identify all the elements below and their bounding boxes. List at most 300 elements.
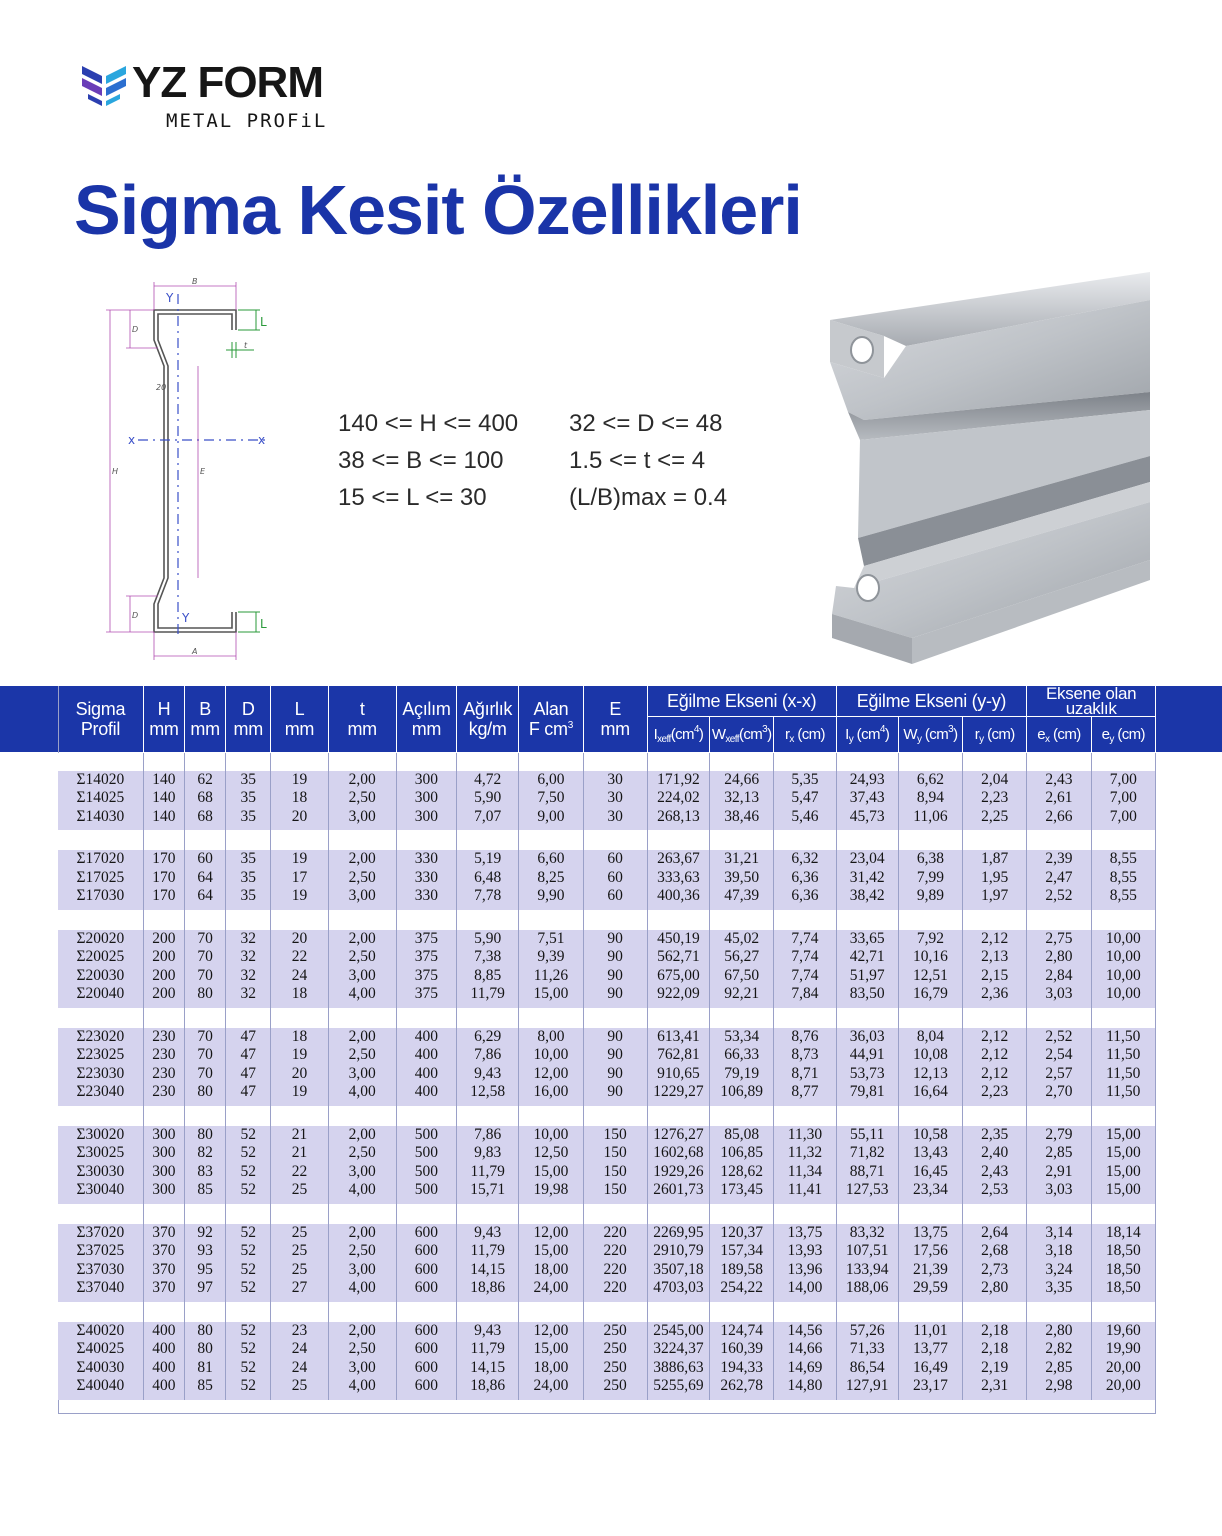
page-title: Sigma Kesit Özellikleri [74, 171, 802, 249]
spacer-cell [898, 830, 962, 850]
spacer-cell [583, 1302, 647, 1322]
table-cell: 97 [185, 1279, 226, 1298]
spacer-cell [898, 1008, 962, 1028]
table-cell: 85,08 [710, 1126, 774, 1145]
table-cell: 47 [226, 1083, 271, 1102]
table-cell: 60 [185, 850, 226, 869]
table-cell: 3,00 [328, 967, 396, 986]
spacer-cell [396, 910, 456, 930]
table-cell: 44,91 [836, 1046, 898, 1065]
table-cell: 14,80 [774, 1377, 836, 1396]
table-cell: 47 [226, 1046, 271, 1065]
table-cell: 23,34 [898, 1181, 962, 1200]
table-cell: 7,74 [774, 967, 836, 986]
spacer-cell [143, 830, 184, 850]
table-cell: 8,55 [1091, 850, 1155, 869]
table-cell: 600 [396, 1261, 456, 1280]
table-cell: 10,00 [1091, 967, 1155, 986]
table-row [58, 1242, 1156, 1261]
table-cell: 127,91 [836, 1377, 898, 1396]
table-cell: 11,50 [1091, 1083, 1155, 1102]
profile-code-cell: Σ23025 [58, 1046, 143, 1065]
table-cell: 71,33 [836, 1340, 898, 1359]
spacer-cell [519, 1106, 583, 1126]
table-cell: 2269,95 [647, 1224, 709, 1243]
spacer-cell [143, 1106, 184, 1126]
table-cell: 200 [143, 967, 184, 986]
spacer-cell [226, 830, 271, 850]
table-cell: 224,02 [647, 789, 709, 808]
table-cell: 2,98 [1027, 1377, 1091, 1396]
table-cell: 90 [583, 1083, 647, 1102]
table-row [58, 1083, 1156, 1102]
table-cell: 2,00 [328, 1126, 396, 1145]
table-cell: 15,00 [1091, 1144, 1155, 1163]
table-cell: 400 [396, 1028, 456, 1047]
table-cell: 18,50 [1091, 1279, 1155, 1298]
spacer-cell [143, 753, 184, 771]
table-cell: 7,38 [457, 948, 519, 967]
table-cell: 18,50 [1091, 1261, 1155, 1280]
table-cell: 2,53 [963, 1181, 1027, 1200]
table-row [58, 1279, 1156, 1298]
table-cell: 11,79 [457, 1163, 519, 1182]
table-cell: 2910,79 [647, 1242, 709, 1261]
brand-name: YZ FORM [132, 58, 323, 107]
table-cell: 20,00 [1091, 1359, 1155, 1378]
table-cell: 12,13 [898, 1065, 962, 1084]
col-header-iy: $I_y$ $(cm^4)$ [836, 717, 898, 753]
table-cell: 2,31 [963, 1377, 1027, 1396]
profile-outline-inner [158, 314, 232, 628]
table-cell: 9,90 [519, 887, 583, 906]
table-cell: 18,00 [519, 1359, 583, 1378]
table-row [58, 1065, 1156, 1084]
table-cell: 15,00 [519, 1340, 583, 1359]
table-cell: 6,36 [774, 887, 836, 906]
table-cell: 3507,18 [647, 1261, 709, 1280]
table-cell: 500 [396, 1163, 456, 1182]
table-cell: 52 [226, 1279, 271, 1298]
table-cell: 8,85 [457, 967, 519, 986]
spacer-cell [328, 753, 396, 771]
table-cell: 32,13 [710, 789, 774, 808]
table-cell: 194,33 [710, 1359, 774, 1378]
table-row [58, 887, 1156, 906]
table-cell: 300 [396, 789, 456, 808]
table-cell: 160,39 [710, 1340, 774, 1359]
table-cell: 3,14 [1027, 1224, 1091, 1243]
table-row [58, 1181, 1156, 1200]
table-row [58, 967, 1156, 986]
table-cell: 375 [396, 948, 456, 967]
spacer-cell [271, 910, 328, 930]
spacer-cell [647, 1008, 709, 1028]
table-cell: 2,40 [963, 1144, 1027, 1163]
table-cell: 11,01 [898, 1322, 962, 1341]
table-cell: 200 [143, 930, 184, 949]
table-row [58, 1126, 1156, 1145]
sigma-profile-photo [824, 270, 1150, 666]
table-cell: 90 [583, 1065, 647, 1084]
table-cell: 47 [226, 1028, 271, 1047]
table-cell: 2,04 [963, 771, 1027, 790]
spacer-cell [143, 1008, 184, 1028]
profile-code-cell: Σ40020 [58, 1322, 143, 1341]
table-cell: 300 [143, 1163, 184, 1182]
table-cell: 7,00 [1091, 808, 1155, 827]
pad-cell [519, 1396, 583, 1400]
table-cell: 71,82 [836, 1144, 898, 1163]
spacer-cell [226, 1106, 271, 1126]
spacer-cell [457, 1106, 519, 1126]
spacer-cell [1091, 753, 1155, 771]
table-cell: 3,00 [328, 1359, 396, 1378]
group-spacer [58, 753, 1156, 771]
table-cell: 35 [226, 850, 271, 869]
table-cell: 220 [583, 1242, 647, 1261]
table-cell: 85 [185, 1377, 226, 1396]
table-cell: 2,23 [963, 1083, 1027, 1102]
table-cell: 7,99 [898, 869, 962, 888]
table-cell: 268,13 [647, 808, 709, 827]
spacer-cell [963, 1106, 1027, 1126]
table-cell: 8,55 [1091, 869, 1155, 888]
pad-cell [396, 1396, 456, 1400]
col-header-rx: $r_x$ (cm) [774, 717, 836, 753]
table-cell: 2,50 [328, 869, 396, 888]
table-cell: 220 [583, 1224, 647, 1243]
table-cell: 52 [226, 1359, 271, 1378]
table-cell: 2,36 [963, 985, 1027, 1004]
table-cell: 52 [226, 1242, 271, 1261]
spacer-cell [898, 753, 962, 771]
table-cell: 24 [271, 1340, 328, 1359]
table-cell: 15,00 [1091, 1126, 1155, 1145]
spacer-cell [1027, 1106, 1091, 1126]
table-cell: 90 [583, 1046, 647, 1065]
table-cell: 2,80 [1027, 948, 1091, 967]
pad-cell [898, 1396, 962, 1400]
spacer-cell [185, 910, 226, 930]
table-cell: 93 [185, 1242, 226, 1261]
table-cell: 220 [583, 1261, 647, 1280]
table-cell: 2,25 [963, 808, 1027, 827]
pad-cell [143, 1396, 184, 1400]
spacer-cell [774, 1106, 836, 1126]
table-cell: 10,00 [1091, 985, 1155, 1004]
range-h: 140 <= H <= 400 [338, 410, 519, 437]
table-cell: 30 [583, 808, 647, 827]
col-header-agirlik: Ağırlık kg/m [457, 686, 519, 753]
table-cell: 400 [143, 1340, 184, 1359]
table-cell: 230 [143, 1028, 184, 1047]
table-cell: 300 [143, 1144, 184, 1163]
profile-code-cell: Σ17020 [58, 850, 143, 869]
table-cell: 15,00 [519, 1242, 583, 1261]
table-cell: 500 [396, 1181, 456, 1200]
spacer-cell [647, 1302, 709, 1322]
group-spacer [58, 1302, 1156, 1322]
table-cell: 52 [226, 1340, 271, 1359]
table-cell: 7,51 [519, 930, 583, 949]
spacer-cell [271, 1106, 328, 1126]
range-b: 38 <= B <= 100 [338, 447, 504, 474]
profile-code-cell: Σ23020 [58, 1028, 143, 1047]
table-cell: 7,50 [519, 789, 583, 808]
table-cell: 80 [185, 1340, 226, 1359]
table-cell: 2,43 [963, 1163, 1027, 1182]
table-cell: 9,89 [898, 887, 962, 906]
spacer-cell [1027, 830, 1091, 850]
spacer-cell [583, 1204, 647, 1224]
table-cell: 80 [185, 1083, 226, 1102]
table-cell: 2,35 [963, 1126, 1027, 1145]
table-cell: 9,43 [457, 1065, 519, 1084]
table-cell: 12,00 [519, 1322, 583, 1341]
spacer-cell [185, 1008, 226, 1028]
spacer-cell [185, 753, 226, 771]
table-cell: 263,67 [647, 850, 709, 869]
table-cell: 12,00 [519, 1065, 583, 1084]
spacer-cell [1027, 910, 1091, 930]
profile-code-cell: Σ30020 [58, 1126, 143, 1145]
profile-code-cell: Σ14030 [58, 808, 143, 827]
table-cell: 262,78 [710, 1377, 774, 1396]
spacer-cell [1091, 830, 1155, 850]
spacer-cell [271, 1302, 328, 1322]
table-cell: 370 [143, 1261, 184, 1280]
table-cell: 64 [185, 869, 226, 888]
table-cell: 20 [271, 930, 328, 949]
spacer-cell [226, 1008, 271, 1028]
table-cell: 2,12 [963, 1046, 1027, 1065]
spacer-cell [647, 1106, 709, 1126]
table-cell: 6,48 [457, 869, 519, 888]
table-cell: 88,71 [836, 1163, 898, 1182]
table-cell: 42,71 [836, 948, 898, 967]
table-cell: 33,65 [836, 930, 898, 949]
spacer-cell [519, 1302, 583, 1322]
spacer-cell [58, 830, 143, 850]
table-cell: 400 [396, 1046, 456, 1065]
spacer-cell [583, 910, 647, 930]
table-cell: 8,00 [519, 1028, 583, 1047]
x-axis-label-right: x [258, 433, 266, 447]
table-row [58, 808, 1156, 827]
spacer-cell [963, 910, 1027, 930]
table-cell: 500 [396, 1126, 456, 1145]
table-cell: 2,79 [1027, 1126, 1091, 1145]
table-cell: 4703,03 [647, 1279, 709, 1298]
table-cell: 1929,26 [647, 1163, 709, 1182]
profile-code-cell: Σ37020 [58, 1224, 143, 1243]
table-cell: 11,50 [1091, 1028, 1155, 1047]
table-cell: 11,41 [774, 1181, 836, 1200]
table-cell: 31,42 [836, 869, 898, 888]
table-cell: 10,08 [898, 1046, 962, 1065]
spacer-cell [58, 1204, 143, 1224]
table-cell: 400,36 [647, 887, 709, 906]
table-cell: 2,00 [328, 930, 396, 949]
table-cell: 375 [396, 930, 456, 949]
table-cell: 68 [185, 808, 226, 827]
spacer-cell [328, 1204, 396, 1224]
y-axis-label-bottom: Y [182, 611, 190, 625]
spacer-cell [185, 1204, 226, 1224]
dim-l-bottom-label: L [260, 617, 267, 631]
table-cell: 10,16 [898, 948, 962, 967]
table-cell: 3886,63 [647, 1359, 709, 1378]
pad-cell [1027, 1396, 1091, 1400]
table-cell: 13,77 [898, 1340, 962, 1359]
table-cell: 128,62 [710, 1163, 774, 1182]
table-cell: 188,06 [836, 1279, 898, 1298]
table-row [58, 1261, 1156, 1280]
table-row [58, 985, 1156, 1004]
table-row [58, 930, 1156, 949]
table-row [58, 1028, 1156, 1047]
table-cell: 70 [185, 930, 226, 949]
table-cell: 107,51 [836, 1242, 898, 1261]
table-cell: 79,19 [710, 1065, 774, 1084]
spacer-cell [1027, 753, 1091, 771]
table-cell: 300 [143, 1126, 184, 1145]
table-cell: 68 [185, 789, 226, 808]
range-l: 15 <= L <= 30 [338, 484, 487, 511]
profile-code-cell: Σ40025 [58, 1340, 143, 1359]
table-cell: 18,86 [457, 1377, 519, 1396]
table-row [58, 1359, 1156, 1378]
bolt-hole-bottom [857, 575, 879, 601]
profile-code-cell: Σ23030 [58, 1065, 143, 1084]
table-cell: 12,58 [457, 1083, 519, 1102]
table-cell: 70 [185, 967, 226, 986]
table-cell: 120,37 [710, 1224, 774, 1243]
table-cell: 2,85 [1027, 1359, 1091, 1378]
table-cell: 2601,73 [647, 1181, 709, 1200]
table-cell: 7,00 [1091, 789, 1155, 808]
spacer-cell [396, 1204, 456, 1224]
table-cell: 47 [226, 1065, 271, 1084]
range-d: 32 <= D <= 48 [569, 410, 723, 437]
table-cell: 4,00 [328, 1083, 396, 1102]
table-cell: 30 [583, 771, 647, 790]
table-cell: 230 [143, 1046, 184, 1065]
profile-code-cell: Σ20040 [58, 985, 143, 1004]
table-cell: 2,73 [963, 1261, 1027, 1280]
table-cell: 70 [185, 1065, 226, 1084]
table-cell: 90 [583, 930, 647, 949]
table-cell: 2,64 [963, 1224, 1027, 1243]
table-cell: 375 [396, 967, 456, 986]
col-header-d: D mm [226, 686, 271, 753]
spacer-cell [647, 830, 709, 850]
table-cell: 2,50 [328, 789, 396, 808]
spacer-cell [1091, 1106, 1155, 1126]
spacer-cell [836, 1204, 898, 1224]
spacer-cell [226, 753, 271, 771]
spacer-cell [226, 1204, 271, 1224]
table-cell: 47,39 [710, 887, 774, 906]
profile-code-cell: Σ40030 [58, 1359, 143, 1378]
spacer-cell [396, 1106, 456, 1126]
table-row [58, 771, 1156, 790]
table-cell: 333,63 [647, 869, 709, 888]
table-cell: 400 [143, 1377, 184, 1396]
table-cell: 7,86 [457, 1126, 519, 1145]
table-cell: 23,04 [836, 850, 898, 869]
table-cell: 1,95 [963, 869, 1027, 888]
table-cell: 35 [226, 771, 271, 790]
table-row [58, 1163, 1156, 1182]
table-cell: 13,93 [774, 1242, 836, 1261]
pad-cell [185, 1396, 226, 1400]
section-properties-table [58, 686, 1156, 1400]
spacer-cell [583, 753, 647, 771]
profile-code-cell: Σ30025 [58, 1144, 143, 1163]
table-cell: 300 [143, 1181, 184, 1200]
table-cell: 124,74 [710, 1322, 774, 1341]
spacer-cell [1091, 1008, 1155, 1028]
table-cell: 15,00 [519, 985, 583, 1004]
spacer-cell [457, 1008, 519, 1028]
spacer-cell [271, 830, 328, 850]
table-cell: 230 [143, 1083, 184, 1102]
group-bottom-pad [58, 1396, 1156, 1400]
dim-d-top-label: D [132, 325, 139, 334]
table-cell: 250 [583, 1322, 647, 1341]
group-spacer [58, 1106, 1156, 1126]
table-cell: 90 [583, 967, 647, 986]
dim-d-bottom-label: D [132, 611, 139, 620]
table-cell: 14,56 [774, 1322, 836, 1341]
table-cell: 92 [185, 1224, 226, 1243]
table-cell: 60 [583, 850, 647, 869]
dim-b-label: B [192, 277, 198, 286]
table-cell: 62 [185, 771, 226, 790]
spacer-cell [774, 753, 836, 771]
group-header-eccentricity: Eksene olan uzaklık [1027, 686, 1156, 717]
table-cell: 56,27 [710, 948, 774, 967]
table-cell: 2,68 [963, 1242, 1027, 1261]
table-cell: 15,00 [519, 1163, 583, 1182]
table-cell: 375 [396, 985, 456, 1004]
spacer-cell [519, 1008, 583, 1028]
profile-code-cell: Σ14025 [58, 789, 143, 808]
table-cell: 3224,37 [647, 1340, 709, 1359]
table-cell: 18 [271, 1028, 328, 1047]
profile-code-cell: Σ37025 [58, 1242, 143, 1261]
spacer-cell [836, 1302, 898, 1322]
spacer-cell [710, 1106, 774, 1126]
table-cell: 64 [185, 887, 226, 906]
table-cell: 7,00 [1091, 771, 1155, 790]
spacer-cell [396, 830, 456, 850]
table-row [58, 789, 1156, 808]
table-cell: 11,79 [457, 985, 519, 1004]
table-cell: 17 [271, 869, 328, 888]
table-cell: 150 [583, 1126, 647, 1145]
table-cell: 400 [396, 1083, 456, 1102]
table-cell: 1229,27 [647, 1083, 709, 1102]
table-cell: 14,00 [774, 1279, 836, 1298]
table-row [58, 850, 1156, 869]
table-cell: 2,82 [1027, 1340, 1091, 1359]
table-cell: 2545,00 [647, 1322, 709, 1341]
table-cell: 2,18 [963, 1340, 1027, 1359]
table-cell: 80 [185, 1126, 226, 1145]
